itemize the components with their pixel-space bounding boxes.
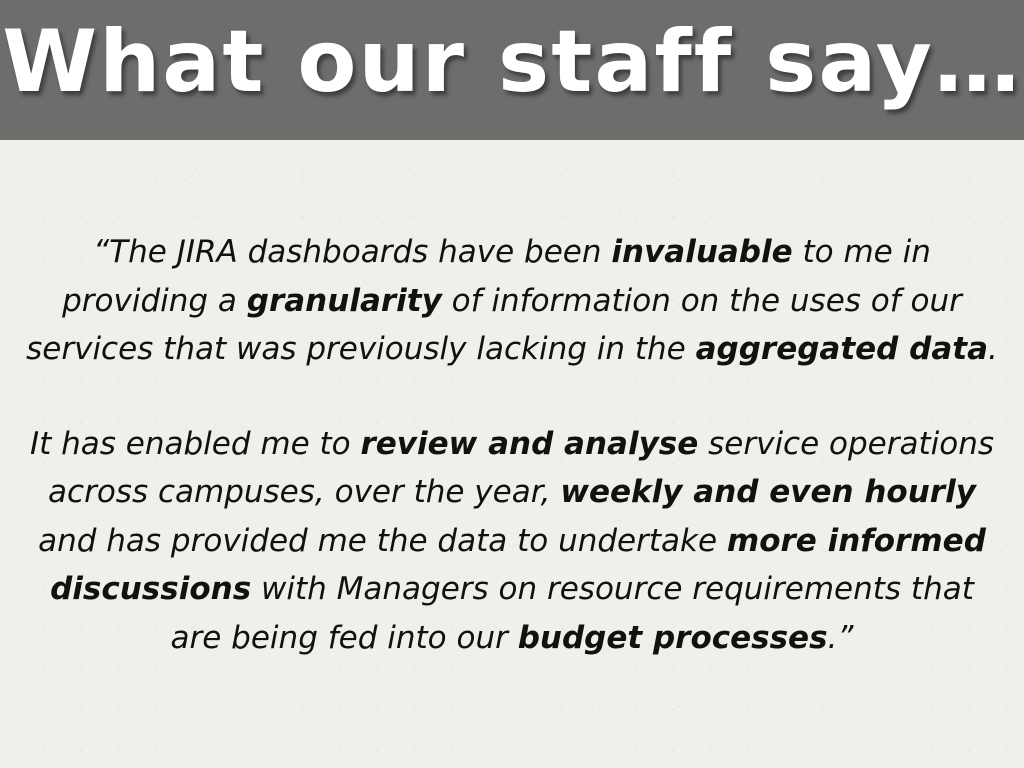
title-band: [0, 0, 1024, 140]
quote-text-segment: to me in providing a: [62, 234, 931, 319]
slide-title: What our staff say…: [2, 12, 1022, 112]
quote-emphasis: aggregated data: [695, 331, 989, 367]
quote-emphasis: invaluable: [611, 234, 793, 270]
quote-text-segment: with Managers on resource requirements that are being fed into our: [170, 571, 974, 656]
quote-text-segment: “The JIRA dashboards have been: [93, 234, 612, 270]
quote-emphasis: weekly and even hourly: [560, 474, 976, 510]
quote-emphasis: granularity: [246, 282, 442, 319]
quote-emphasis: review and analyse: [360, 425, 699, 462]
quote-emphasis: budget processes: [517, 619, 828, 656]
quote-text-segment: and has provided me the data to undertake: [38, 522, 727, 559]
quote-paragraph-1: [20, 228, 1004, 374]
quote-text-segment: service operations across campuses, over the year,: [48, 425, 995, 510]
staff-quote: [20, 228, 1004, 662]
quote-text-segment: .: [988, 331, 998, 367]
quote-text-segment: .”: [827, 619, 854, 656]
quote-paragraph-2: [20, 420, 1004, 663]
quote-emphasis: more informed discussions: [50, 522, 986, 607]
quote-text-segment: It has enabled me to: [29, 425, 361, 462]
quote-text-segment: of information on the uses of our services that was previously lacking in the: [26, 282, 962, 367]
